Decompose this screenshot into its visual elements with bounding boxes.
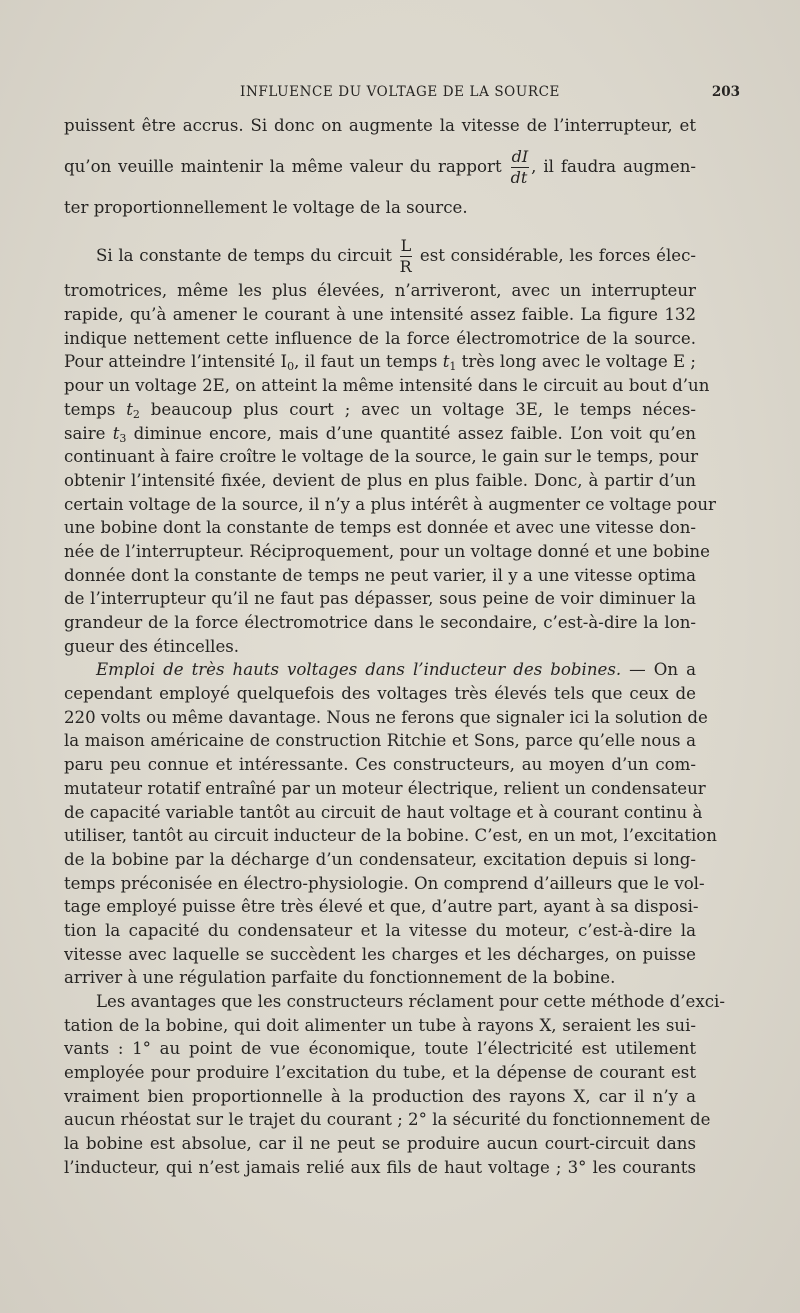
text-line: pour un voltage 2E, on atteint la même intensité dans le circuit au bout d’un — [64, 376, 710, 396]
text-line: utiliser, tantôt au circuit inducteur de la bobine. C’est, en un mot, l’excitation — [64, 826, 717, 846]
text-line: rapide, qu’à amener le courant à une intensité assez faible. La figure 132 — [64, 305, 696, 325]
text-line: gueur des étincelles. — [64, 636, 240, 656]
text-line: employée pour produire l’excitation du tube, et la dépense de courant est — [64, 1063, 696, 1083]
text-line: de la bobine par la décharge d’un condensateur, excitation depuis si long- — [64, 849, 696, 869]
page-number: 203 — [711, 84, 740, 100]
body-text — [64, 114, 725, 1180]
text-line: indique nettement cette influence de la force électromotrice de la source. — [64, 328, 696, 348]
text-line: Si la constante de temps du circuit $\frac{L}{R}$ est considérable, les forces élec- — [96, 236, 696, 277]
text-line: mutateur rotatif entraîné par un moteur électrique, relient un condensateur — [64, 778, 706, 798]
text-line: saire $t_3$ diminue encore, mais d’une quantité assez faible. L’on voit qu’en — [64, 423, 696, 445]
text-line: temps $t_2$ beaucoup plus court ; avec un voltage 3E, le temps néces- — [64, 399, 696, 421]
text-line: tation de la bobine, qui doit alimenter un tube à rayons X, seraient les sui- — [64, 1015, 696, 1035]
running-title: INFLUENCE DU VOLTAGE DE LA SOURCE — [240, 84, 560, 100]
text-line: la bobine est absolue, car il ne peut se produire aucun court-circuit dans — [64, 1134, 696, 1154]
text-line: la maison américaine de construction Ritchie et Sons, parce qu’elle nous a — [64, 731, 696, 751]
text-line: arriver à une régulation parfaite du fonctionnement de la bobine. — [64, 968, 616, 988]
text-line: cependant employé quelquefois des voltages très élevés tels que ceux de — [64, 684, 696, 704]
text-line: aucun rhéostat sur le trajet du courant ; 2° la sécurité du fonctionnement de — [64, 1110, 711, 1130]
section-heading: Emploi de très hauts voltages dans l’inducteur des bobines. — [96, 660, 622, 680]
text-line: qu’on veuille maintenir la même valeur du rapport $\frac{dI}{dt}$ , il faudra augmen- — [64, 146, 697, 187]
text-line: tion la capacité du condensateur et la vitesse du moteur, c’est-à-dire la — [64, 920, 696, 940]
running-head — [60, 84, 740, 104]
fraction-dI-dt: $\frac{dI}{dt}$ — [510, 146, 529, 187]
text-line: née de l’interrupteur. Réciproquement, pour un voltage donné et une bobine — [64, 541, 710, 561]
text-line: l’inducteur, qui n’est jamais relié aux fils de haut voltage ; 3° les courants — [64, 1157, 696, 1177]
text-line: tage employé puisse être très élevé et que, d’autre part, ayant à sa disposi- — [64, 897, 699, 917]
section-heading-line: Emploi de très hauts voltages dans l’inducteur des bobines. — On a — [96, 660, 696, 680]
text-line: vants : 1° au point de vue économique, toute l’électricité est utilement — [64, 1039, 696, 1059]
text-line: de l’interrupteur qu’il ne faut pas dépasser, sous peine de voir diminuer la — [64, 589, 696, 609]
text-line: certain voltage de la source, il n’y a plus intérêt à augmenter ce voltage pour — [64, 494, 716, 514]
text-line: obtenir l’intensité fixée, devient de plus en plus faible. Donc, à partir d’un — [64, 470, 696, 490]
text-line: grandeur de la force électromotrice dans le secondaire, c’est-à-dire la lon- — [64, 613, 696, 632]
text-line: vraiment bien proportionnelle à la production des rayons X, car il n’y a — [64, 1086, 696, 1106]
text-line: Pour atteindre l’intensité $I_0$, il faut un temps $t_1$ très long avec le voltage E ; — [64, 352, 696, 374]
text-line: ter proportionnellement le voltage de la source. — [64, 197, 468, 217]
text-line: puissent être accrus. Si donc on augmente la vitesse de l’interrupteur, et — [64, 116, 696, 135]
text-line: de capacité variable tantôt au circuit de haut voltage et à courant continu à — [64, 802, 703, 822]
text-line: paru peu connue et intéressante. Ces constructeurs, au moyen d’un com- — [64, 755, 696, 775]
text-line: temps préconisée en électro-physiologie. On comprend d’ailleurs que le vol- — [64, 873, 705, 893]
text-line: 220 volts ou même davantage. Nous ne ferons que signaler ici la solution de — [64, 707, 708, 727]
text-line: donnée dont la constante de temps ne peut varier, il y a une vitesse optima — [64, 565, 696, 585]
text-line: Les avantages que les constructeurs réclament pour cette méthode d’exci- — [96, 992, 725, 1011]
text-line: vitesse avec laquelle se succèdent les charges et les décharges, on puisse — [64, 944, 696, 964]
text-line: continuant à faire croître le voltage de la source, le gain sur le temps, pour — [64, 447, 699, 467]
fraction-L-R: $\frac{L}{R}$ — [399, 236, 412, 277]
text-line: une bobine dont la constante de temps est donnée et avec une vitesse don- — [64, 518, 696, 538]
text-line: tromotrices, même les plus élevées, n’arriveront, avec un interrupteur — [64, 281, 696, 301]
